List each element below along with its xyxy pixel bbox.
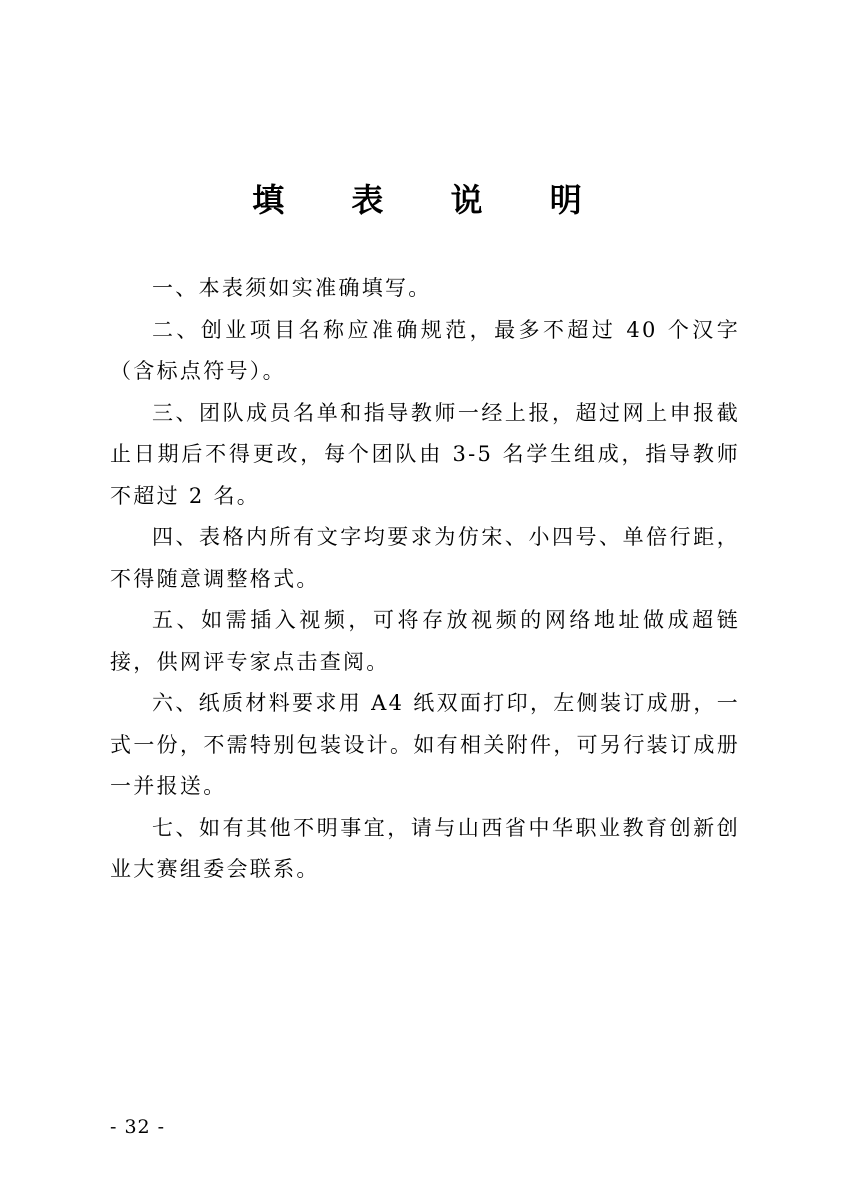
instruction-item-1: 一、本表须如实准确填写。 — [152, 276, 432, 300]
instruction-item-3: 三、团队成员名单和指导教师一经上报，超过网上申报截止日期后不得更改，每个团队由 3-5 名学生组成，指导教师不超过 2 名。 — [110, 400, 740, 508]
instructions-body — [110, 268, 740, 891]
instruction-item-2: 二、创业项目名称应准确规范，最多不超过 40 个汉字（含标点符号）。 — [110, 317, 740, 383]
page-title: 填 表 说 明 — [252, 181, 610, 219]
instruction-item-5: 五、如需插入视频，可将存放视频的网络地址做成超链接，供网评专家点击查阅。 — [110, 608, 740, 674]
instruction-item-6: 六、纸质材料要求用 A4 纸双面打印，左侧装订成册，一式一份，不需特别包装设计。如有相关附件，可另行装订成册一并报送。 — [110, 691, 740, 798]
instruction-item-7: 七、如有其他不明事宜，请与山西省中华职业教育创新创业大赛组委会联系。 — [110, 815, 740, 881]
instruction-item-4: 四、表格内所有文字均要求为仿宋、小四号、单倍行距，不得随意调整格式。 — [110, 525, 740, 591]
page-number: - 32 - — [110, 1116, 166, 1138]
